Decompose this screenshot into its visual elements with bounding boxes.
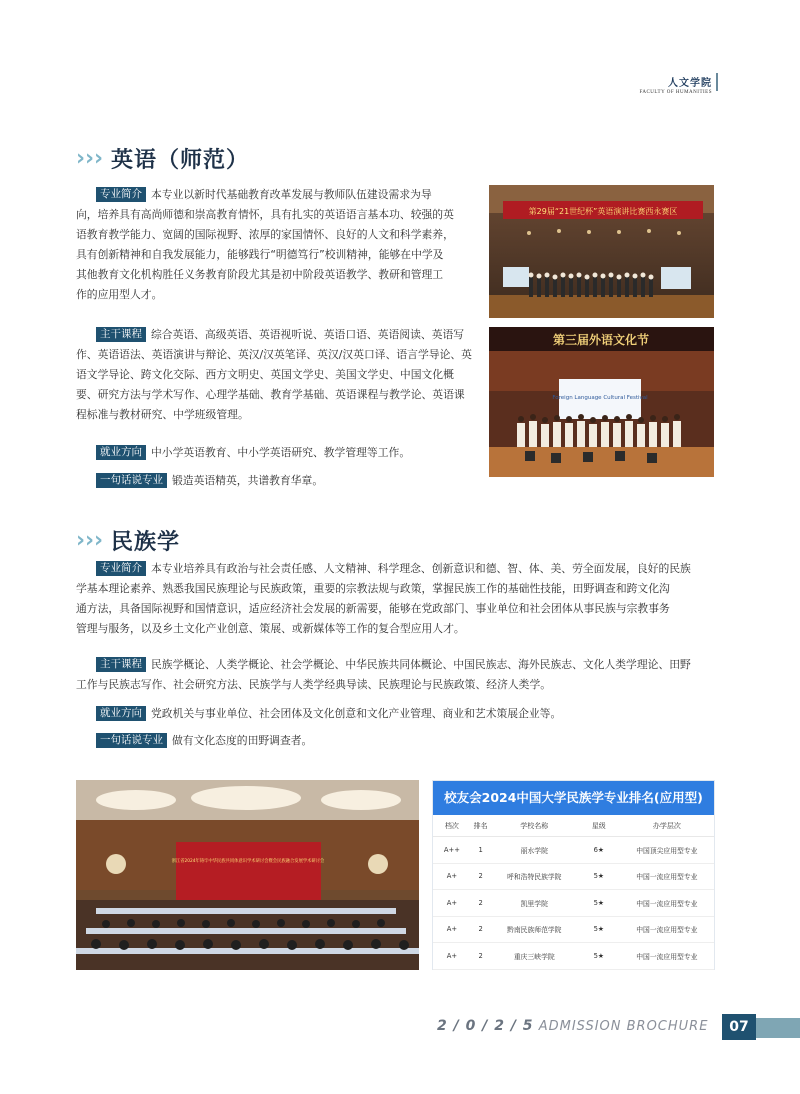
section-title-english bbox=[76, 143, 249, 174]
english-slogan: 一句话说专业 锻造英语精英，共谱教育华章。 bbox=[96, 471, 478, 491]
table-row: A+ 2 黔南民族师范学院 5★ 中国一流应用型专业 bbox=[433, 917, 714, 944]
footer-year: 2 / 0 / 2 / 5 bbox=[437, 1018, 534, 1034]
slogan-tag: 一句话说专业 bbox=[96, 473, 167, 488]
chevron-icon: › › › bbox=[76, 527, 104, 553]
svg-text:第三届外语文化节: 第三届外语文化节 bbox=[552, 333, 650, 347]
ranking-header-row: 档次 排名 学校名称 星级 办学层次 bbox=[433, 815, 714, 837]
svg-text:Foreign Language Cultural Fest: Foreign Language Cultural Festival bbox=[552, 395, 648, 401]
ethnology-slogan: 一句话说专业 做有文化态度的田野调查者。 bbox=[96, 731, 716, 751]
chevron-icon: › › › bbox=[76, 145, 104, 171]
english-title: 英语（师范） bbox=[111, 147, 250, 173]
page-accent-strip bbox=[756, 1018, 800, 1038]
svg-text:浙江省2024年铸牢中华民族共同体意识学术研讨会暨会民族融合: 浙江省2024年铸牢中华民族共同体意识学术研讨会暨会民族融合发展学术研讨会 bbox=[171, 859, 325, 864]
footer-label: ADMISSION BROCHURE bbox=[538, 1019, 709, 1034]
table-row: A+ 2 重庆三峡学院 5★ 中国一流应用型专业 bbox=[433, 943, 714, 970]
footer-brochure bbox=[437, 1018, 708, 1034]
table-row: A+ 2 呼和浩特民族学院 5★ 中国一流应用型专业 bbox=[433, 864, 714, 891]
english-intro: 专业简介 本专业以新时代基础教育改革发展与教师队伍建设需求为导 向，培养具有高尚师德和崇高教育情怀，具有扎实的英语语言基本功、较强的英 语教育教学能力、宽阔的国际视野、浓厚的家国情怀、良好的人文和科学素养， 具有创新精神和自我发展能力，能够践行“明德笃行”校训精神，能够在中学及 其他教育文化机构胜任义务教育阶段尤其是初中阶段英语教学、教研和管理工 作的应用型人才。 bbox=[76, 188, 454, 301]
career-tag: 就业方向 bbox=[96, 445, 146, 460]
header-divider bbox=[716, 73, 718, 91]
conference-photo bbox=[76, 780, 419, 970]
page-number: 07 bbox=[722, 1014, 756, 1040]
table-row: A++ 1 丽水学院 6★ 中国顶尖应用型专业 bbox=[433, 837, 714, 864]
english-career: 就业方向 中小学英语教育、中小学英语研究、教学管理等工作。 bbox=[96, 443, 478, 463]
courses-tag: 主干课程 bbox=[96, 657, 146, 672]
ranking-table bbox=[432, 780, 715, 970]
english-courses: 主干课程 综合英语、高级英语、英语视听说、英语口语、英语阅读、英语写 作、英语语法、英语演讲与辩论、英汉/汉英笔译、英汉/汉英口译、语言学导论、英 语文学导论、跨文化交际、西方文明史、英国文学史、美国文学史、中国文化概 要、研究方法与学术写作、心理学基础、教育学基础、英语课程与教学论、英语课 程标准与教材研究、中学班级管理。 bbox=[76, 328, 472, 421]
ranking-title: 校友会2024中国大学民族学专业排名(应用型) bbox=[433, 781, 714, 815]
ethnology-title: 民族学 bbox=[111, 529, 181, 555]
section-title-ethnology bbox=[76, 525, 180, 556]
courses-tag: 主干课程 bbox=[96, 327, 146, 342]
intro-tag: 专业简介 bbox=[96, 561, 146, 576]
speech-contest-photo bbox=[489, 185, 714, 318]
culture-festival-photo bbox=[489, 327, 714, 477]
ethnology-career: 就业方向 党政机关与事业单位、社会团体及文化创意和文化产业管理、商业和艺术策展企业等。 bbox=[96, 704, 716, 724]
ethnology-courses: 主干课程 民族学概论、人类学概论、社会学概论、中华民族共同体概论、中国民族志、海外民族志、文化人类学理论、田野 工作与民族志写作、社会研究方法、民族学与人类学经典导读、民族理论与民族政策、经济人类学。 bbox=[76, 658, 691, 691]
college-name-en: FACULTY OF HUMANITIES bbox=[639, 90, 712, 95]
ethnology-intro: 专业简介 本专业培养具有政治与社会责任感、人文精神、科学理念、创新意识和德、智、体、美、劳全面发展，良好的民族 学基本理论素养、熟悉我国民族理论与民族政策，重要的宗教法规与政策，掌握民族工作的基础性技能，田野调查和跨文化沟 通方法，具备国际视野和国情意识，适应经济社会发展的新需要，能够在党政部门、事业单位和社会团体从事民族与宗教事务 管理与服务，以及乡土文化产业创意、策展、或新媒体等工作的复合型应用人才。 bbox=[76, 562, 691, 635]
intro-tag: 专业简介 bbox=[96, 187, 146, 202]
table-row: A+ 2 凯里学院 5★ 中国一流应用型专业 bbox=[433, 890, 714, 917]
header bbox=[639, 74, 712, 95]
college-name: 人文学院 bbox=[668, 78, 712, 89]
svg-text:第29届“21世纪杯”英语演讲比赛西永赛区: 第29届“21世纪杯”英语演讲比赛西永赛区 bbox=[528, 207, 678, 216]
career-tag: 就业方向 bbox=[96, 706, 146, 721]
slogan-tag: 一句话说专业 bbox=[96, 733, 167, 748]
